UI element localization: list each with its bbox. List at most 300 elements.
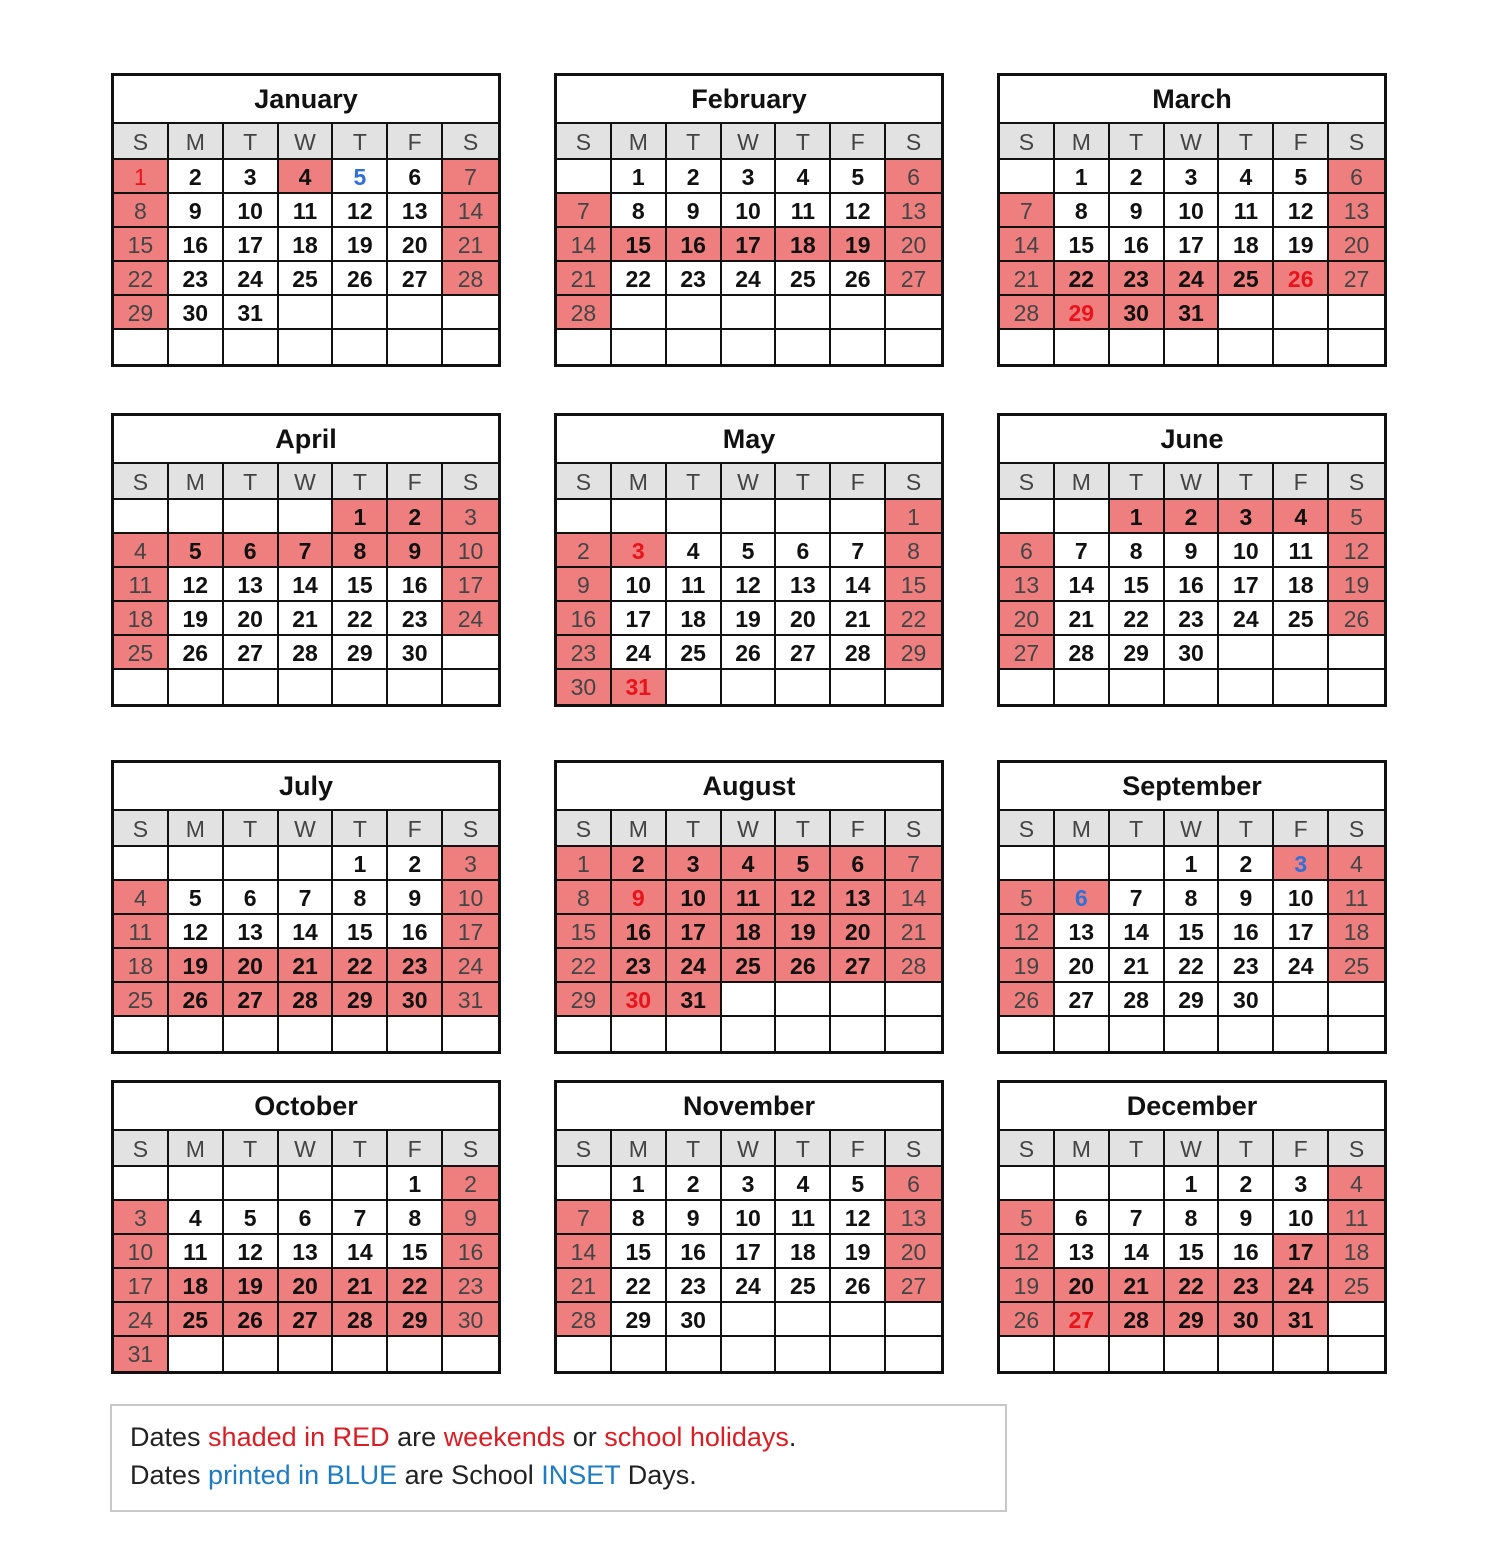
day-cell: 13 bbox=[776, 568, 831, 602]
day-cell: 2 bbox=[388, 500, 443, 534]
empty-cell bbox=[1274, 670, 1329, 704]
day-cell: 19 bbox=[831, 228, 886, 262]
legend-text: or bbox=[565, 1422, 605, 1452]
empty-cell bbox=[831, 1017, 886, 1051]
month-title: October bbox=[114, 1083, 498, 1131]
day-cell: 3 bbox=[667, 847, 722, 881]
day-cell: 7 bbox=[333, 1201, 388, 1235]
day-cell: 15 bbox=[612, 228, 667, 262]
empty-cell bbox=[224, 1337, 279, 1371]
day-cell: 14 bbox=[557, 1235, 612, 1269]
weekday-header: W bbox=[1165, 811, 1220, 847]
day-cell: 8 bbox=[114, 194, 169, 228]
empty-cell bbox=[776, 1337, 831, 1371]
day-cell: 3 bbox=[1274, 847, 1329, 881]
day-cell: 5 bbox=[333, 160, 388, 194]
legend-text: Dates bbox=[130, 1460, 209, 1490]
day-cell: 4 bbox=[776, 1167, 831, 1201]
day-cell: 16 bbox=[1219, 915, 1274, 949]
day-cell: 8 bbox=[612, 1201, 667, 1235]
day-cell: 23 bbox=[1110, 262, 1165, 296]
day-cell: 10 bbox=[443, 534, 498, 568]
empty-cell bbox=[1055, 500, 1110, 534]
empty-cell bbox=[1329, 296, 1384, 330]
day-cell: 22 bbox=[333, 949, 388, 983]
day-cell: 25 bbox=[1329, 949, 1384, 983]
day-cell: 7 bbox=[279, 881, 334, 915]
weekday-header: M bbox=[169, 1131, 224, 1167]
empty-cell bbox=[1000, 1337, 1055, 1371]
empty-cell bbox=[1329, 636, 1384, 670]
day-cell: 10 bbox=[1274, 881, 1329, 915]
empty-cell bbox=[776, 983, 831, 1017]
empty-cell bbox=[886, 330, 941, 364]
day-cell: 20 bbox=[1055, 949, 1110, 983]
day-cell: 3 bbox=[443, 500, 498, 534]
day-cell: 11 bbox=[722, 881, 777, 915]
weekday-header: S bbox=[557, 464, 612, 500]
day-cell: 17 bbox=[722, 228, 777, 262]
empty-cell bbox=[612, 296, 667, 330]
empty-cell bbox=[1055, 1337, 1110, 1371]
day-cell: 27 bbox=[1055, 1303, 1110, 1337]
empty-cell bbox=[388, 296, 443, 330]
empty-cell bbox=[169, 1167, 224, 1201]
day-cell: 1 bbox=[333, 500, 388, 534]
weekday-header: T bbox=[1110, 811, 1165, 847]
day-cell: 15 bbox=[114, 228, 169, 262]
day-cell: 6 bbox=[224, 881, 279, 915]
empty-cell bbox=[886, 670, 941, 704]
empty-cell bbox=[776, 296, 831, 330]
day-cell: 27 bbox=[279, 1303, 334, 1337]
empty-cell bbox=[388, 670, 443, 704]
day-cell: 17 bbox=[667, 915, 722, 949]
weekday-header: F bbox=[388, 811, 443, 847]
day-cell: 16 bbox=[1219, 1235, 1274, 1269]
month-august bbox=[554, 760, 944, 1054]
day-cell: 31 bbox=[1274, 1303, 1329, 1337]
day-cell: 25 bbox=[776, 262, 831, 296]
day-cell: 21 bbox=[1110, 1269, 1165, 1303]
day-cell: 24 bbox=[443, 602, 498, 636]
day-cell: 8 bbox=[1110, 534, 1165, 568]
legend-text-blue: INSET bbox=[541, 1460, 621, 1490]
weekday-header: S bbox=[886, 124, 941, 160]
day-cell: 17 bbox=[443, 915, 498, 949]
day-cell: 6 bbox=[886, 1167, 941, 1201]
day-cell: 11 bbox=[1274, 534, 1329, 568]
day-cell: 10 bbox=[612, 568, 667, 602]
day-cell: 21 bbox=[279, 602, 334, 636]
day-cell: 26 bbox=[169, 636, 224, 670]
day-cell: 2 bbox=[443, 1167, 498, 1201]
day-cell: 30 bbox=[1219, 1303, 1274, 1337]
weekday-header: M bbox=[1055, 1131, 1110, 1167]
weekday-header: S bbox=[114, 464, 169, 500]
empty-cell bbox=[1165, 1017, 1220, 1051]
day-cell: 2 bbox=[1219, 1167, 1274, 1201]
day-cell: 16 bbox=[388, 915, 443, 949]
day-cell: 28 bbox=[443, 262, 498, 296]
empty-cell bbox=[1110, 670, 1165, 704]
day-cell: 8 bbox=[333, 881, 388, 915]
day-cell: 5 bbox=[831, 1167, 886, 1201]
day-cell: 19 bbox=[1000, 1269, 1055, 1303]
weekday-header: T bbox=[776, 811, 831, 847]
weekday-header: S bbox=[443, 1131, 498, 1167]
empty-cell bbox=[1110, 1017, 1165, 1051]
day-cell: 13 bbox=[831, 881, 886, 915]
empty-cell bbox=[443, 296, 498, 330]
weekday-header: T bbox=[1110, 1131, 1165, 1167]
empty-cell bbox=[667, 1017, 722, 1051]
empty-cell bbox=[224, 670, 279, 704]
empty-cell bbox=[279, 330, 334, 364]
day-cell: 2 bbox=[557, 534, 612, 568]
day-cell: 30 bbox=[612, 983, 667, 1017]
weekday-header: T bbox=[1110, 464, 1165, 500]
day-cell: 22 bbox=[557, 949, 612, 983]
day-cell: 8 bbox=[612, 194, 667, 228]
weekday-header: T bbox=[333, 464, 388, 500]
empty-cell bbox=[1000, 1167, 1055, 1201]
day-cell: 14 bbox=[333, 1235, 388, 1269]
day-cell: 7 bbox=[557, 1201, 612, 1235]
day-cell: 5 bbox=[831, 160, 886, 194]
day-cell: 23 bbox=[443, 1269, 498, 1303]
month-grid bbox=[557, 124, 941, 364]
day-cell: 30 bbox=[1165, 636, 1220, 670]
day-cell: 27 bbox=[886, 262, 941, 296]
day-cell: 25 bbox=[1329, 1269, 1384, 1303]
day-cell: 31 bbox=[224, 296, 279, 330]
day-cell: 24 bbox=[1165, 262, 1220, 296]
day-cell: 4 bbox=[169, 1201, 224, 1235]
legend-text-red: school holidays bbox=[604, 1422, 789, 1452]
day-cell: 2 bbox=[1219, 847, 1274, 881]
month-title: December bbox=[1000, 1083, 1384, 1131]
month-title: May bbox=[557, 416, 941, 464]
day-cell: 22 bbox=[886, 602, 941, 636]
day-cell: 17 bbox=[1165, 228, 1220, 262]
day-cell: 26 bbox=[333, 262, 388, 296]
day-cell: 28 bbox=[886, 949, 941, 983]
empty-cell bbox=[557, 1017, 612, 1051]
day-cell: 18 bbox=[114, 949, 169, 983]
day-cell: 15 bbox=[1055, 228, 1110, 262]
day-cell: 11 bbox=[1329, 1201, 1384, 1235]
day-cell: 10 bbox=[667, 881, 722, 915]
day-cell: 21 bbox=[279, 949, 334, 983]
day-cell: 28 bbox=[831, 636, 886, 670]
day-cell: 8 bbox=[388, 1201, 443, 1235]
day-cell: 27 bbox=[224, 983, 279, 1017]
day-cell: 23 bbox=[388, 602, 443, 636]
legend-text: Dates bbox=[130, 1422, 209, 1452]
day-cell: 17 bbox=[612, 602, 667, 636]
day-cell: 15 bbox=[333, 568, 388, 602]
day-cell: 1 bbox=[1055, 160, 1110, 194]
day-cell: 2 bbox=[1110, 160, 1165, 194]
empty-cell bbox=[1110, 847, 1165, 881]
empty-cell bbox=[333, 1017, 388, 1051]
day-cell: 24 bbox=[224, 262, 279, 296]
day-cell: 5 bbox=[1000, 881, 1055, 915]
day-cell: 23 bbox=[169, 262, 224, 296]
day-cell: 31 bbox=[443, 983, 498, 1017]
day-cell: 15 bbox=[1165, 1235, 1220, 1269]
empty-cell bbox=[667, 330, 722, 364]
month-april bbox=[111, 413, 501, 707]
day-cell: 19 bbox=[722, 602, 777, 636]
month-grid bbox=[557, 1131, 941, 1371]
day-cell: 18 bbox=[1329, 1235, 1384, 1269]
day-cell: 10 bbox=[1219, 534, 1274, 568]
month-title: April bbox=[114, 416, 498, 464]
weekday-header: T bbox=[333, 811, 388, 847]
empty-cell bbox=[114, 847, 169, 881]
weekday-header: F bbox=[1274, 464, 1329, 500]
empty-cell bbox=[388, 330, 443, 364]
day-cell: 24 bbox=[722, 1269, 777, 1303]
day-cell: 1 bbox=[333, 847, 388, 881]
day-cell: 4 bbox=[1274, 500, 1329, 534]
day-cell: 30 bbox=[667, 1303, 722, 1337]
day-cell: 14 bbox=[831, 568, 886, 602]
month-grid bbox=[114, 464, 498, 704]
empty-cell bbox=[886, 983, 941, 1017]
day-cell: 26 bbox=[1329, 602, 1384, 636]
day-cell: 18 bbox=[169, 1269, 224, 1303]
day-cell: 4 bbox=[1329, 1167, 1384, 1201]
day-cell: 31 bbox=[114, 1337, 169, 1371]
empty-cell bbox=[612, 330, 667, 364]
day-cell: 29 bbox=[1165, 1303, 1220, 1337]
weekday-header: W bbox=[279, 124, 334, 160]
day-cell: 12 bbox=[169, 568, 224, 602]
empty-cell bbox=[667, 670, 722, 704]
empty-cell bbox=[279, 1167, 334, 1201]
empty-cell bbox=[722, 330, 777, 364]
day-cell: 4 bbox=[667, 534, 722, 568]
weekday-header: S bbox=[443, 124, 498, 160]
weekday-header: W bbox=[722, 811, 777, 847]
day-cell: 21 bbox=[1110, 949, 1165, 983]
empty-cell bbox=[612, 500, 667, 534]
weekday-header: W bbox=[279, 464, 334, 500]
empty-cell bbox=[388, 1337, 443, 1371]
empty-cell bbox=[667, 500, 722, 534]
day-cell: 5 bbox=[722, 534, 777, 568]
day-cell: 3 bbox=[1219, 500, 1274, 534]
day-cell: 8 bbox=[557, 881, 612, 915]
empty-cell bbox=[1110, 1167, 1165, 1201]
empty-cell bbox=[279, 847, 334, 881]
weekday-header: T bbox=[667, 1131, 722, 1167]
weekday-header: F bbox=[1274, 124, 1329, 160]
weekday-header: S bbox=[557, 124, 612, 160]
empty-cell bbox=[1329, 1303, 1384, 1337]
day-cell: 6 bbox=[776, 534, 831, 568]
day-cell: 8 bbox=[1165, 881, 1220, 915]
empty-cell bbox=[1000, 330, 1055, 364]
empty-cell bbox=[667, 1337, 722, 1371]
empty-cell bbox=[443, 1017, 498, 1051]
day-cell: 29 bbox=[1110, 636, 1165, 670]
weekday-header: F bbox=[1274, 1131, 1329, 1167]
weekday-header: W bbox=[1165, 124, 1220, 160]
empty-cell bbox=[114, 670, 169, 704]
day-cell: 13 bbox=[224, 915, 279, 949]
day-cell: 4 bbox=[776, 160, 831, 194]
day-cell: 1 bbox=[886, 500, 941, 534]
day-cell: 27 bbox=[831, 949, 886, 983]
empty-cell bbox=[1000, 160, 1055, 194]
month-february bbox=[554, 73, 944, 367]
day-cell: 18 bbox=[279, 228, 334, 262]
empty-cell bbox=[1000, 847, 1055, 881]
day-cell: 30 bbox=[557, 670, 612, 704]
day-cell: 29 bbox=[333, 636, 388, 670]
day-cell: 2 bbox=[667, 160, 722, 194]
empty-cell bbox=[886, 1337, 941, 1371]
empty-cell bbox=[557, 500, 612, 534]
day-cell: 19 bbox=[333, 228, 388, 262]
weekday-header: T bbox=[667, 811, 722, 847]
empty-cell bbox=[612, 1017, 667, 1051]
weekday-header: S bbox=[1329, 811, 1384, 847]
empty-cell bbox=[224, 1017, 279, 1051]
day-cell: 26 bbox=[831, 1269, 886, 1303]
month-may bbox=[554, 413, 944, 707]
month-december bbox=[997, 1080, 1387, 1374]
day-cell: 28 bbox=[279, 983, 334, 1017]
day-cell: 3 bbox=[114, 1201, 169, 1235]
day-cell: 20 bbox=[388, 228, 443, 262]
weekday-header: W bbox=[1165, 464, 1220, 500]
day-cell: 29 bbox=[557, 983, 612, 1017]
day-cell: 19 bbox=[1329, 568, 1384, 602]
day-cell: 18 bbox=[722, 915, 777, 949]
day-cell: 3 bbox=[224, 160, 279, 194]
legend-text-red: shaded in RED bbox=[208, 1422, 390, 1452]
day-cell: 20 bbox=[831, 915, 886, 949]
day-cell: 13 bbox=[886, 194, 941, 228]
day-cell: 20 bbox=[1329, 228, 1384, 262]
day-cell: 28 bbox=[1055, 636, 1110, 670]
weekday-header: F bbox=[388, 124, 443, 160]
day-cell: 9 bbox=[612, 881, 667, 915]
day-cell: 28 bbox=[279, 636, 334, 670]
month-grid bbox=[557, 811, 941, 1051]
month-grid bbox=[1000, 811, 1384, 1051]
day-cell: 5 bbox=[1274, 160, 1329, 194]
day-cell: 29 bbox=[612, 1303, 667, 1337]
empty-cell bbox=[1219, 1337, 1274, 1371]
day-cell: 7 bbox=[1110, 881, 1165, 915]
month-grid bbox=[114, 1131, 498, 1371]
day-cell: 1 bbox=[1165, 847, 1220, 881]
day-cell: 19 bbox=[831, 1235, 886, 1269]
day-cell: 11 bbox=[169, 1235, 224, 1269]
weekday-header: W bbox=[722, 124, 777, 160]
weekday-header: W bbox=[1165, 1131, 1220, 1167]
day-cell: 1 bbox=[557, 847, 612, 881]
weekday-header: S bbox=[1329, 124, 1384, 160]
empty-cell bbox=[776, 330, 831, 364]
day-cell: 29 bbox=[333, 983, 388, 1017]
empty-cell bbox=[831, 670, 886, 704]
day-cell: 21 bbox=[557, 262, 612, 296]
day-cell: 17 bbox=[1274, 915, 1329, 949]
weekday-header: M bbox=[612, 464, 667, 500]
day-cell: 3 bbox=[443, 847, 498, 881]
day-cell: 19 bbox=[224, 1269, 279, 1303]
weekday-header: T bbox=[224, 124, 279, 160]
day-cell: 22 bbox=[1165, 949, 1220, 983]
empty-cell bbox=[557, 330, 612, 364]
day-cell: 28 bbox=[557, 1303, 612, 1337]
day-cell: 15 bbox=[388, 1235, 443, 1269]
month-title: March bbox=[1000, 76, 1384, 124]
day-cell: 18 bbox=[1219, 228, 1274, 262]
day-cell: 21 bbox=[831, 602, 886, 636]
month-grid bbox=[114, 811, 498, 1051]
empty-cell bbox=[443, 1337, 498, 1371]
weekday-header: M bbox=[612, 1131, 667, 1167]
day-cell: 9 bbox=[1219, 881, 1274, 915]
empty-cell bbox=[831, 500, 886, 534]
day-cell: 9 bbox=[388, 534, 443, 568]
day-cell: 22 bbox=[114, 262, 169, 296]
weekday-header: T bbox=[224, 811, 279, 847]
day-cell: 6 bbox=[1000, 534, 1055, 568]
day-cell: 13 bbox=[1329, 194, 1384, 228]
day-cell: 6 bbox=[1055, 881, 1110, 915]
day-cell: 1 bbox=[388, 1167, 443, 1201]
day-cell: 11 bbox=[1219, 194, 1274, 228]
day-cell: 31 bbox=[667, 983, 722, 1017]
day-cell: 24 bbox=[1274, 1269, 1329, 1303]
day-cell: 13 bbox=[1000, 568, 1055, 602]
empty-cell bbox=[169, 1337, 224, 1371]
day-cell: 15 bbox=[886, 568, 941, 602]
day-cell: 15 bbox=[1165, 915, 1220, 949]
day-cell: 19 bbox=[169, 949, 224, 983]
weekday-header: M bbox=[1055, 811, 1110, 847]
day-cell: 18 bbox=[776, 1235, 831, 1269]
empty-cell bbox=[1165, 1337, 1220, 1371]
empty-cell bbox=[333, 330, 388, 364]
day-cell: 3 bbox=[612, 534, 667, 568]
day-cell: 17 bbox=[443, 568, 498, 602]
weekday-header: M bbox=[1055, 464, 1110, 500]
day-cell: 16 bbox=[388, 568, 443, 602]
month-march bbox=[997, 73, 1387, 367]
weekday-header: F bbox=[831, 464, 886, 500]
day-cell: 9 bbox=[388, 881, 443, 915]
day-cell: 10 bbox=[1274, 1201, 1329, 1235]
legend-box bbox=[110, 1404, 1007, 1512]
month-june bbox=[997, 413, 1387, 707]
day-cell: 20 bbox=[1000, 602, 1055, 636]
empty-cell bbox=[831, 983, 886, 1017]
empty-cell bbox=[169, 330, 224, 364]
empty-cell bbox=[1329, 1337, 1384, 1371]
day-cell: 12 bbox=[333, 194, 388, 228]
empty-cell bbox=[1055, 330, 1110, 364]
